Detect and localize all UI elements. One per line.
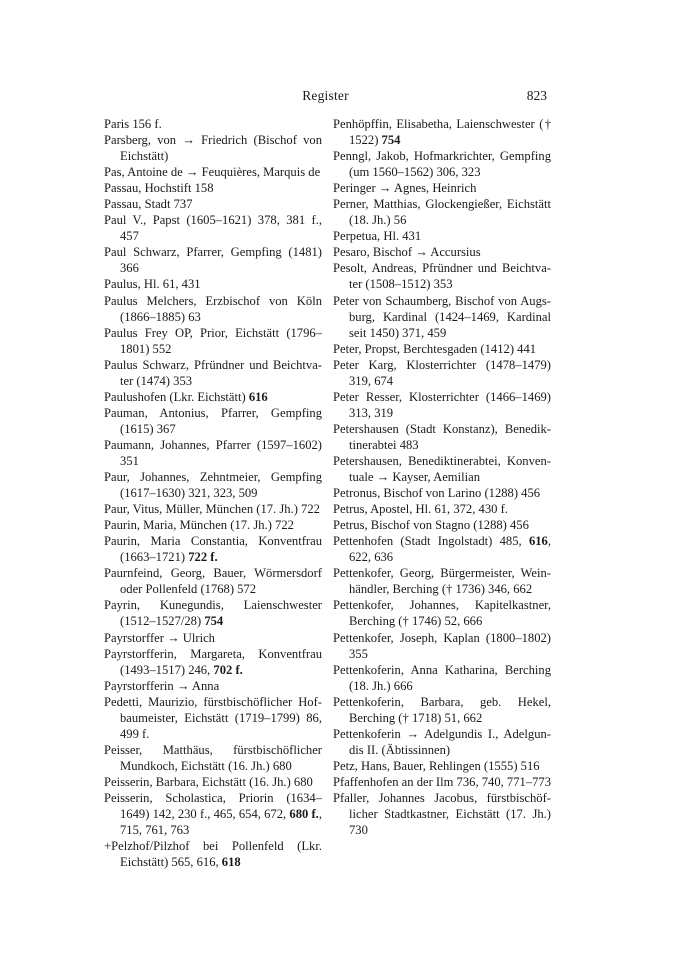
- index-entry: Paur, Johannes, Zehntmeier, Gempfing (1617–1630) 321, 323, 509: [104, 470, 322, 501]
- page-title: Register: [302, 88, 349, 103]
- index-entry: Perpetua, Hl. 431: [333, 229, 422, 244]
- index-entry: Peisserin, Scholastica, Priorin (1634–1649) 142, 230 f., 465, 654, 672, 680 f., 715, 761, 763: [104, 790, 322, 838]
- index-entry: Petershausen (Stadt Konstanz), Benediktinerabtei 483: [333, 421, 551, 452]
- index-entry: Pettenkoferin, Barbara, geb. Hekel, Berching († 1718) 51, 662: [333, 694, 551, 725]
- index-entry: Pfaffenhofen an der Ilm 736, 740, 771–773: [333, 774, 552, 789]
- index-entry: Paulus Frey OP, Prior, Eichstätt (1796–1801) 552: [104, 325, 322, 356]
- index-entry: Paurin, Maria Constantia, Konventfrau (1663–1721) 722 f.: [104, 534, 322, 565]
- index-entry: Paulus Melchers, Erzbischof von Köln (1866–1885) 63: [104, 293, 322, 324]
- index-entry: Paulus Schwarz, Pfründner und Beichtvater (1474) 353: [104, 357, 322, 388]
- index-entry: Paulus, Hl. 61, 431: [104, 277, 201, 292]
- index-entry: Pettenkofer, Joseph, Kaplan (1800–1802) 355: [333, 630, 551, 661]
- index-column-left: [104, 116, 322, 870]
- index-entry: Pfaller, Johannes Jacobus, fürstbischöflicher Stadtkastner, Eichstätt (17. Jh.) 730: [333, 790, 551, 838]
- index-entry: Peter von Schaumberg, Bischof von Augsburg, Kardinal (1424–1469, Kardinal seit 1450) 371, 459: [333, 293, 551, 340]
- index-column-right: [333, 116, 551, 838]
- index-entry: Petronus, Bischof von Larino (1288) 456: [333, 486, 541, 501]
- index-entry: Paurnfeind, Georg, Bauer, Wörmersdorf oder Pollenfeld (1768) 572: [104, 566, 322, 597]
- index-entry: Payrstorffer → Ulrich: [104, 630, 215, 645]
- index-entry: +Pelzhof/Pilzhof bei Pollenfeld (Lkr. Eichstätt) 565, 616, 618: [104, 839, 322, 870]
- index-entry: Paulushofen (Lkr. Eichstätt) 616: [104, 389, 268, 404]
- index-entry: Peter, Propst, Berchtesgaden (1412) 441: [333, 341, 537, 356]
- index-entry: Pauman, Antonius, Pfarrer, Gempfing (1615) 367: [104, 405, 322, 436]
- index-entry: Penhöpffin, Elisabetha, Laienschwester († 1522) 754: [333, 117, 551, 148]
- index-entry: Paris 156 f.: [104, 117, 162, 131]
- running-head: [104, 88, 547, 104]
- index-entry: Petz, Hans, Bauer, Rehlingen (1555) 516: [333, 758, 540, 773]
- index-entry: Payrstorfferin, Margareta, Konventfrau (1493–1517) 246, 702 f.: [104, 646, 322, 677]
- index-entry: Peringer → Agnes, Heinrich: [333, 181, 477, 196]
- index-entry: Pettenkofer, Johannes, Kapitelkastner, Berching († 1746) 52, 666: [333, 598, 551, 629]
- index-entry: Paul Schwarz, Pfarrer, Gempfing (1481) 366: [104, 245, 322, 276]
- index-entry: Petrus, Apostel, Hl. 61, 372, 430 f.: [333, 502, 508, 517]
- index-entry: Peter Resser, Klosterrichter (1466–1469) 313, 319: [333, 389, 551, 420]
- index-entry: Pesaro, Bischof → Accursius: [333, 245, 481, 260]
- index-entry: Penngl, Jakob, Hofmarkrichter, Gempfing (um 1560–1562) 306, 323: [333, 149, 551, 180]
- index-entry: Peisser, Matthäus, fürstbischöflicher Mundkoch, Eichstätt (16. Jh.) 680: [104, 742, 322, 773]
- index-entry: Paumann, Johannes, Pfarrer (1597–1602) 351: [104, 437, 322, 468]
- index-entry: Pettenhofen (Stadt Ingolstadt) 485, 616, 622, 636: [333, 534, 551, 565]
- index-entry: Payrin, Kunegundis, Laienschwester (1512–1527/28) 754: [104, 598, 322, 629]
- index-entry: Paur, Vitus, Müller, München (17. Jh.) 722: [104, 502, 320, 517]
- index-entry: Petrus, Bischof von Stagno (1288) 456: [333, 518, 529, 533]
- index-entry: Passau, Hochstift 158: [104, 181, 214, 196]
- page-number: 823: [526, 88, 547, 103]
- index-entry: Pesolt, Andreas, Pfründner und Beichtvater (1508–1512) 353: [333, 261, 551, 292]
- index-entry: Pettenkofer, Georg, Bürgermeister, Weinhändler, Berching († 1736) 346, 662: [333, 566, 551, 597]
- index-entry: Payrstorfferin → Anna: [104, 678, 220, 693]
- index-entry: Passau, Stadt 737: [104, 197, 193, 212]
- index-entry: Pettenkoferin, Anna Katharina, Berching (18. Jh.) 666: [333, 662, 551, 693]
- index-entry: Pedetti, Maurizio, fürstbischöflicher Hofbaumeister, Eichstätt (1719–1799) 86, 499 f.: [104, 694, 322, 741]
- index-entry: Peter Karg, Klosterrichter (1478–1479) 319, 674: [333, 357, 551, 388]
- index-entry: Petershausen, Benediktinerabtei, Konventuale → Kayser, Aemilian: [333, 453, 551, 485]
- index-entry: Peisserin, Barbara, Eichstätt (16. Jh.) 680: [104, 774, 313, 789]
- index-entry: Paul V., Papst (1605–1621) 378, 381 f., 457: [104, 213, 322, 244]
- index-entry: Parsberg, von → Friedrich (Bischof von Eichstätt): [104, 133, 322, 164]
- index-entry: Pettenkoferin → Adelgundis I., Adelgundis II. (Äbtissinnen): [333, 726, 551, 757]
- index-entry: Perner, Matthias, Glockengießer, Eichstätt (18. Jh.) 56: [333, 197, 551, 228]
- index-entry: Pas, Antoine de → Feuquières, Marquis de: [104, 165, 321, 180]
- index-entry: Paurin, Maria, München (17. Jh.) 722: [104, 518, 294, 533]
